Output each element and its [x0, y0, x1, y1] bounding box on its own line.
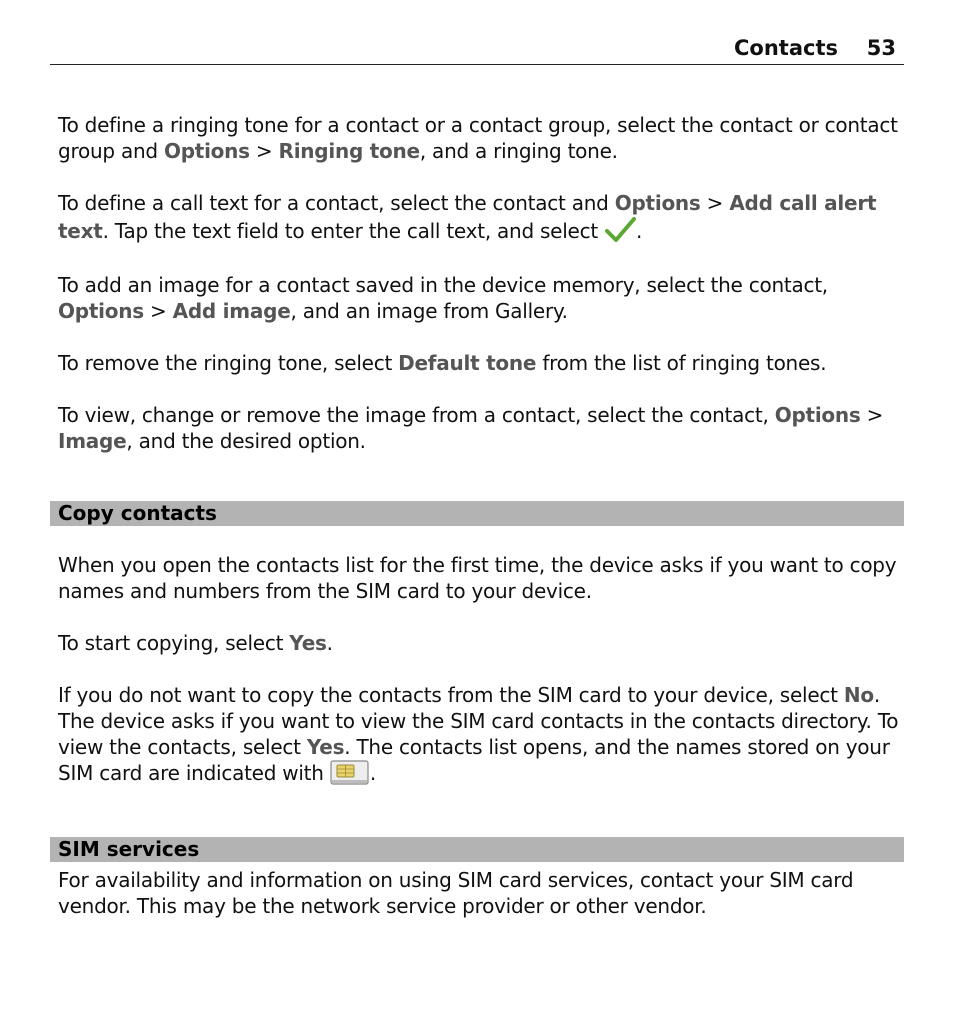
text: . The device asks if you want to view the SIM card contacts in the contacts directory. To view the contacts, select	[58, 683, 899, 759]
paragraph-start-copying	[58, 630, 908, 656]
paragraph-copy-intro: When you open the contacts list for the first time, the device asks if you want to copy names and numbers from the SIM card to your device.	[58, 553, 897, 603]
paragraph-call-text	[58, 190, 908, 244]
ringing-tone-menu-ref: Ringing tone	[278, 139, 420, 163]
text: .	[326, 631, 333, 655]
add-call-alert-text-menu-ref: Add call alert text	[58, 191, 877, 243]
text: .	[636, 219, 643, 243]
text: To start copying, select	[58, 631, 290, 655]
page-number: 53	[866, 36, 896, 60]
text: To remove the ringing tone, select	[58, 351, 399, 375]
image-menu-ref: Image	[58, 429, 127, 453]
section-title: SIM services	[58, 837, 200, 861]
paragraph-view-image	[58, 402, 908, 454]
text: To view, change or remove the image from a contact, select the contact,	[58, 403, 775, 427]
yes-option-ref: Yes	[306, 735, 345, 759]
text: . The contacts list opens, and the names stored on your SIM card are indicated with	[58, 735, 890, 785]
text: To define a ringing tone for a contact or a contact group, select the contact or contact group and	[58, 113, 898, 163]
default-tone-ref: Default tone	[398, 351, 537, 375]
separator: >	[860, 403, 884, 427]
header-section-title: Contacts	[734, 36, 838, 60]
checkmark-icon	[604, 216, 636, 244]
separator: >	[700, 191, 730, 215]
options-menu-ref: Options	[774, 403, 861, 427]
text: To add an image for a contact saved in the device memory, select the contact,	[58, 273, 828, 297]
no-option-ref: No	[843, 683, 874, 707]
options-menu-ref: Options	[614, 191, 701, 215]
text: , and a ringing tone.	[419, 139, 618, 163]
options-menu-ref: Options	[58, 299, 144, 323]
text: from the list of ringing tones.	[536, 351, 827, 375]
text: , and an image from Gallery.	[290, 299, 568, 323]
section-title: Copy contacts	[58, 501, 217, 525]
yes-option-ref: Yes	[289, 631, 327, 655]
sim-card-icon	[330, 760, 370, 786]
section-heading-sim-services	[50, 837, 904, 862]
paragraph-sim-services: For availability and information on using SIM card services, contact your SIM card vendor. This may be the network service provider or other vendor.	[58, 868, 854, 918]
text: .	[369, 761, 376, 785]
text: , and the desired option.	[126, 429, 366, 453]
paragraph-add-image	[58, 272, 908, 324]
add-image-menu-ref: Add image	[172, 299, 291, 323]
text: If you do not want to copy the contacts from the SIM card to your device, select	[58, 683, 844, 707]
separator: >	[143, 299, 173, 323]
page-header	[50, 34, 904, 65]
text: . Tap the text field to enter the call text, and select	[102, 219, 605, 243]
section-heading-copy-contacts	[50, 501, 904, 526]
options-menu-ref: Options	[163, 139, 250, 163]
paragraph-remove-tone	[58, 350, 908, 376]
text: To define a call text for a contact, select the contact and	[58, 191, 615, 215]
paragraph-no-copy	[58, 682, 908, 786]
paragraph-ringing-tone	[58, 112, 908, 164]
separator: >	[249, 139, 279, 163]
